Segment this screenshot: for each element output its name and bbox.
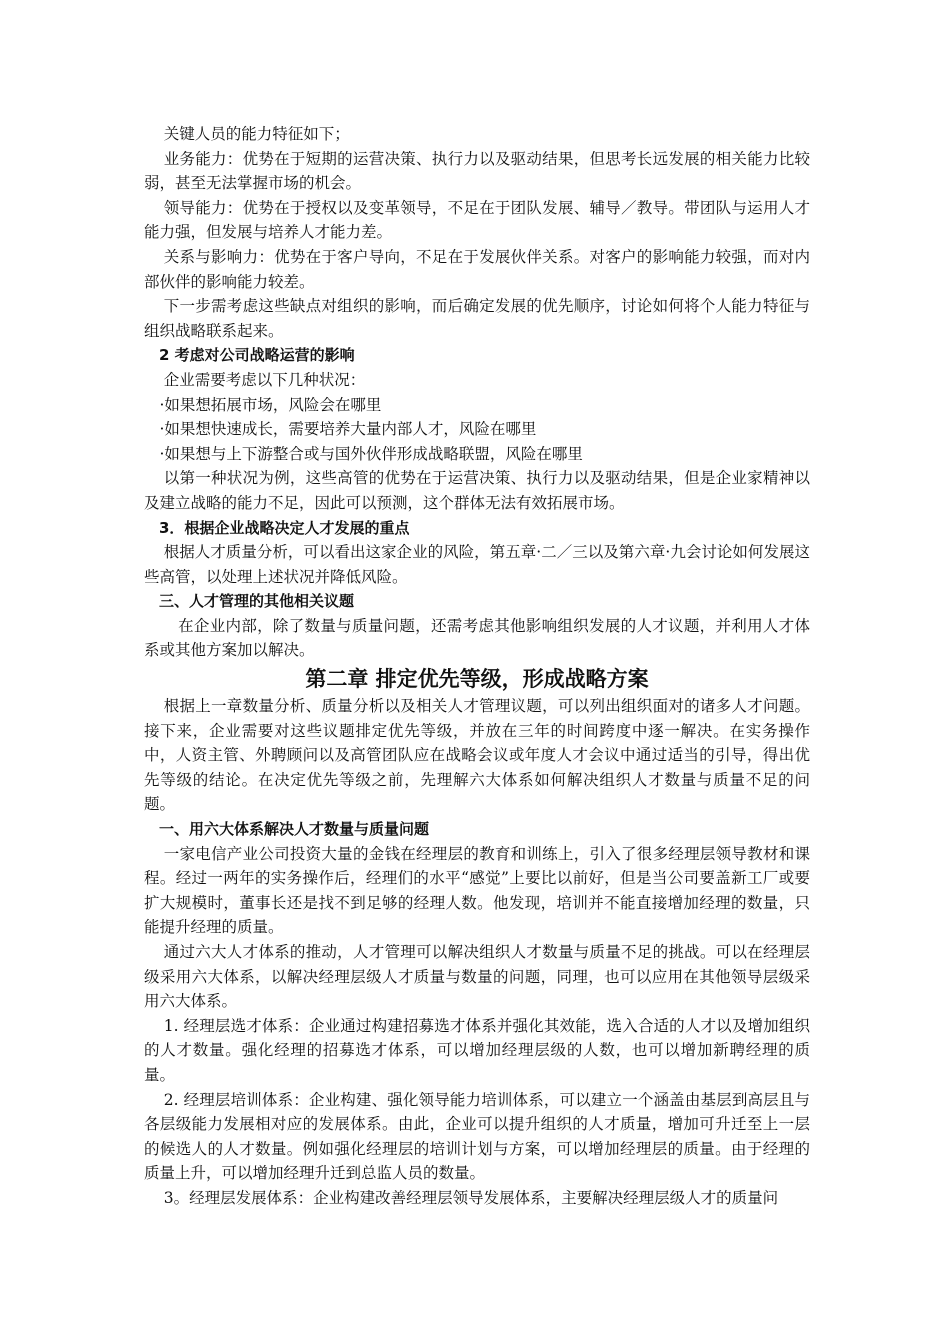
bullet-rapid-growth: ·如果想快速成长，需要培养大量内部人才，风险在哪里: [159, 420, 537, 439]
document-page: [144, 122, 810, 1211]
paragraph-key-personnel-intro: 关键人员的能力特征如下；: [163, 125, 350, 143]
paragraph-training-system: 2. 经理层培训体系：企业构建、强化领导能力培训体系，可以建立一个涵盖由基层到高层且与各层级能力发展相对应的发展体系。由此，企业可以提升组织的人才质量，增加可升迁至上一层的候选人的人才数量。例如强化经理层的培训计划与方案，可以增加经理层的质量。由于经理的质量上升，可以增加经理升迁到总监人员的数量。: [144, 1090, 810, 1183]
paragraph-quality-analysis: 根据人才质量分析，可以看出这家企业的风险，第五章·二／三以及第六章·九会讨论如何发展这些高管，以处理上述状况并降低风险。: [144, 543, 810, 586]
chapter-title: 第二章 排定优先等级，形成战略方案: [305, 667, 649, 692]
paragraph-leadership-ability: 领导能力：优势在于授权以及变革领导，不足在于团队发展、辅导／教导。带团队与运用人才能力强，但发展与培养人才能力差。: [144, 198, 810, 242]
paragraph-next-step: 下一步需考虑这些缺点对组织的影响，而后确定发展的优先顺序，讨论如何将个人能力特征与组织战略联系起来。: [144, 297, 810, 340]
bullet-strategic-alliance: ·如果想与上下游整合或与国外伙伴形成战略联盟，风险在哪里: [159, 444, 583, 463]
section-heading-talent-development-focus: 3．根据企业战略决定人才发展的重点: [159, 518, 410, 537]
paragraph-relationship-influence: 关系与影响力：优势在于客户导向，不足在于发展伙伴关系。对客户的影响能力较强，而对内部伙伴的影响能力较差。: [144, 247, 810, 291]
paragraph-other-issues: 在企业内部，除了数量与质量问题，还需考虑其他影响组织发展的人才议题，并利用人才体系或其他方案加以解决。: [144, 616, 810, 660]
section-heading-strategy-impact: 2 考虑对公司战略运营的影响: [159, 346, 355, 365]
paragraph-development-system: 3。经理层发展体系：企业构建改善经理层领导发展体系，主要解决经理层级人才的质量问: [163, 1188, 779, 1207]
paragraph-first-situation-example: 以第一种状况为例，这些高管的优势在于运营决策、执行力以及驱动结果，但是企业家精神以及建立战略的能力不足，因此可以预测，这个群体无法有效拓展市场。: [144, 469, 810, 512]
section-heading-other-issues: 三、人才管理的其他相关议题: [159, 592, 355, 611]
section-heading-six-systems: 一、用六大体系解决人才数量与质量问题: [159, 820, 430, 839]
paragraph-situations-intro: 企业需要考虑以下几种状况：: [163, 370, 366, 389]
paragraph-six-systems-overview: 通过六大人才体系的推动，人才管理可以解决组织人才数量与质量不足的挑战。可以在经理层级采用六大体系，以解决经理层级人才质量与数量的问题，同理，也可以应用在其他领导层级采用六大体系。: [144, 943, 810, 1011]
paragraph-telecom-example: 一家电信产业公司投资大量的金钱在经理层的教育和训练上，引入了很多经理层领导教材和课程。经过一两年的实务操作后，经理们的水平“感觉”上要比以前好，但是当公司要盖新工厂或要扩大规模时，董事长还是找不到足够的经理人数。他发现，培训并不能直接增加经理的数量，只能提升经理的质量。: [144, 844, 810, 937]
paragraph-selection-system: 1. 经理层选才体系：企业通过构建招募选才体系并强化其效能，选入合适的人才以及增加组织的人才数量。强化经理的招募选才体系，可以增加经理层级的人数，也可以增加新聘经理的质量。: [144, 1016, 810, 1084]
paragraph-chapter-intro: 根据上一章数量分析、质量分析以及相关人才管理议题，可以列出组织面对的诸多人才问题。接下来，企业需要对这些议题排定优先等级，并放在三年的时间跨度中逐一解决。在实务操作中，人资主管、外聘顾问以及高管团队应在战略会议或年度人才会议中通过适当的引导，得出优先等级的结论。在决定优先等级之前，先理解六大体系如何解决组织人才数量与质量不足的问题。: [144, 697, 810, 814]
paragraph-business-ability: 业务能力：优势在于短期的运营决策、执行力以及驱动结果，但思考长远发展的相关能力比较弱，甚至无法掌握市场的机会。: [144, 149, 810, 193]
bullet-expand-market: ·如果想拓展市场，风险会在哪里: [159, 395, 382, 414]
